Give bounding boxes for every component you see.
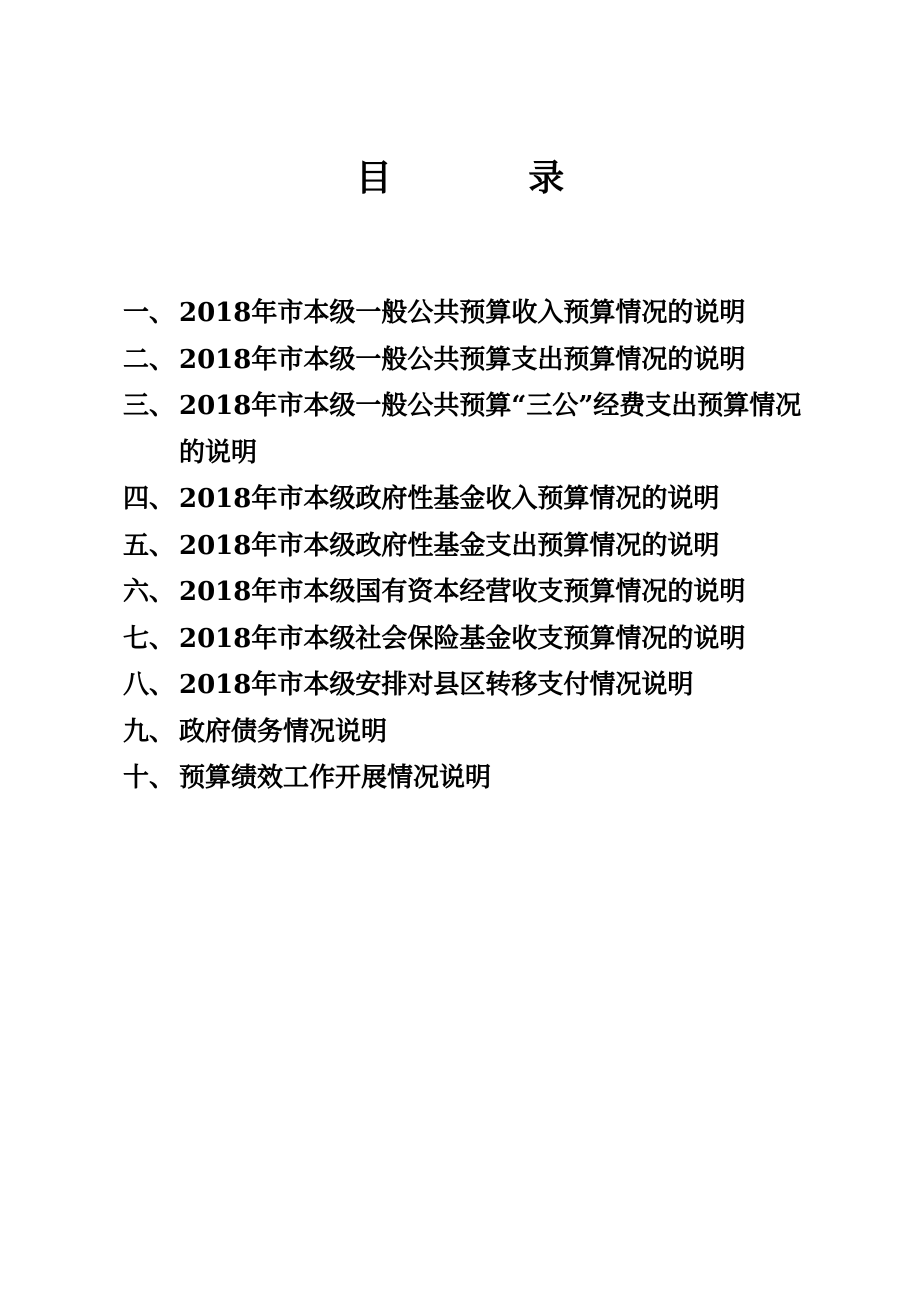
toc-item-text: 2018年市本级国有资本经营收支预算情况的说明: [179, 577, 746, 607]
toc-item-number: 五、: [123, 530, 176, 561]
toc-item-text: 预算绩效工作开展情况说明: [179, 763, 492, 793]
toc-item-7: [123, 616, 823, 663]
toc-item-text: 2018年市本级安排对县区转移支付情况说明: [179, 670, 694, 700]
toc-item-text: 2018年市本级政府性基金支出预算情况的说明: [179, 530, 720, 561]
toc-item-text: 2018年市本级一般公共预算支出预算情况的说明: [179, 344, 746, 375]
toc-item-number: 九、: [123, 716, 176, 747]
table-of-contents: [123, 290, 823, 802]
toc-item-8: [123, 662, 823, 709]
toc-item-number: 二、: [123, 344, 176, 375]
toc-item-number: 六、: [123, 577, 176, 607]
toc-title: 目 录: [355, 157, 627, 199]
toc-item-number: 三、: [123, 391, 176, 421]
toc-item-9: [123, 709, 823, 756]
toc-item-1: [123, 290, 823, 337]
toc-item-number: 四、: [123, 484, 176, 514]
toc-item-2: [123, 337, 823, 384]
toc-item-number: 八、: [123, 670, 176, 700]
toc-item-text: 2018年市本级一般公共预算“三公”经费支出预算情况的说明: [179, 391, 802, 468]
toc-item-number: 一、: [123, 298, 176, 328]
toc-item-number: 七、: [123, 623, 176, 654]
toc-item-6: [123, 569, 823, 616]
toc-item-text: 2018年市本级社会保险基金收支预算情况的说明: [179, 623, 746, 654]
toc-item-text: 2018年市本级政府性基金收入预算情况的说明: [179, 484, 720, 514]
toc-item-4: [123, 476, 823, 523]
toc-item-text: 政府债务情况说明: [179, 716, 388, 747]
toc-item-5: [123, 523, 823, 570]
toc-item-number: 十、: [123, 763, 176, 793]
toc-item-text: 2018年市本级一般公共预算收入预算情况的说明: [179, 298, 746, 328]
toc-item-3: [123, 383, 823, 476]
toc-item-10: [123, 755, 823, 802]
